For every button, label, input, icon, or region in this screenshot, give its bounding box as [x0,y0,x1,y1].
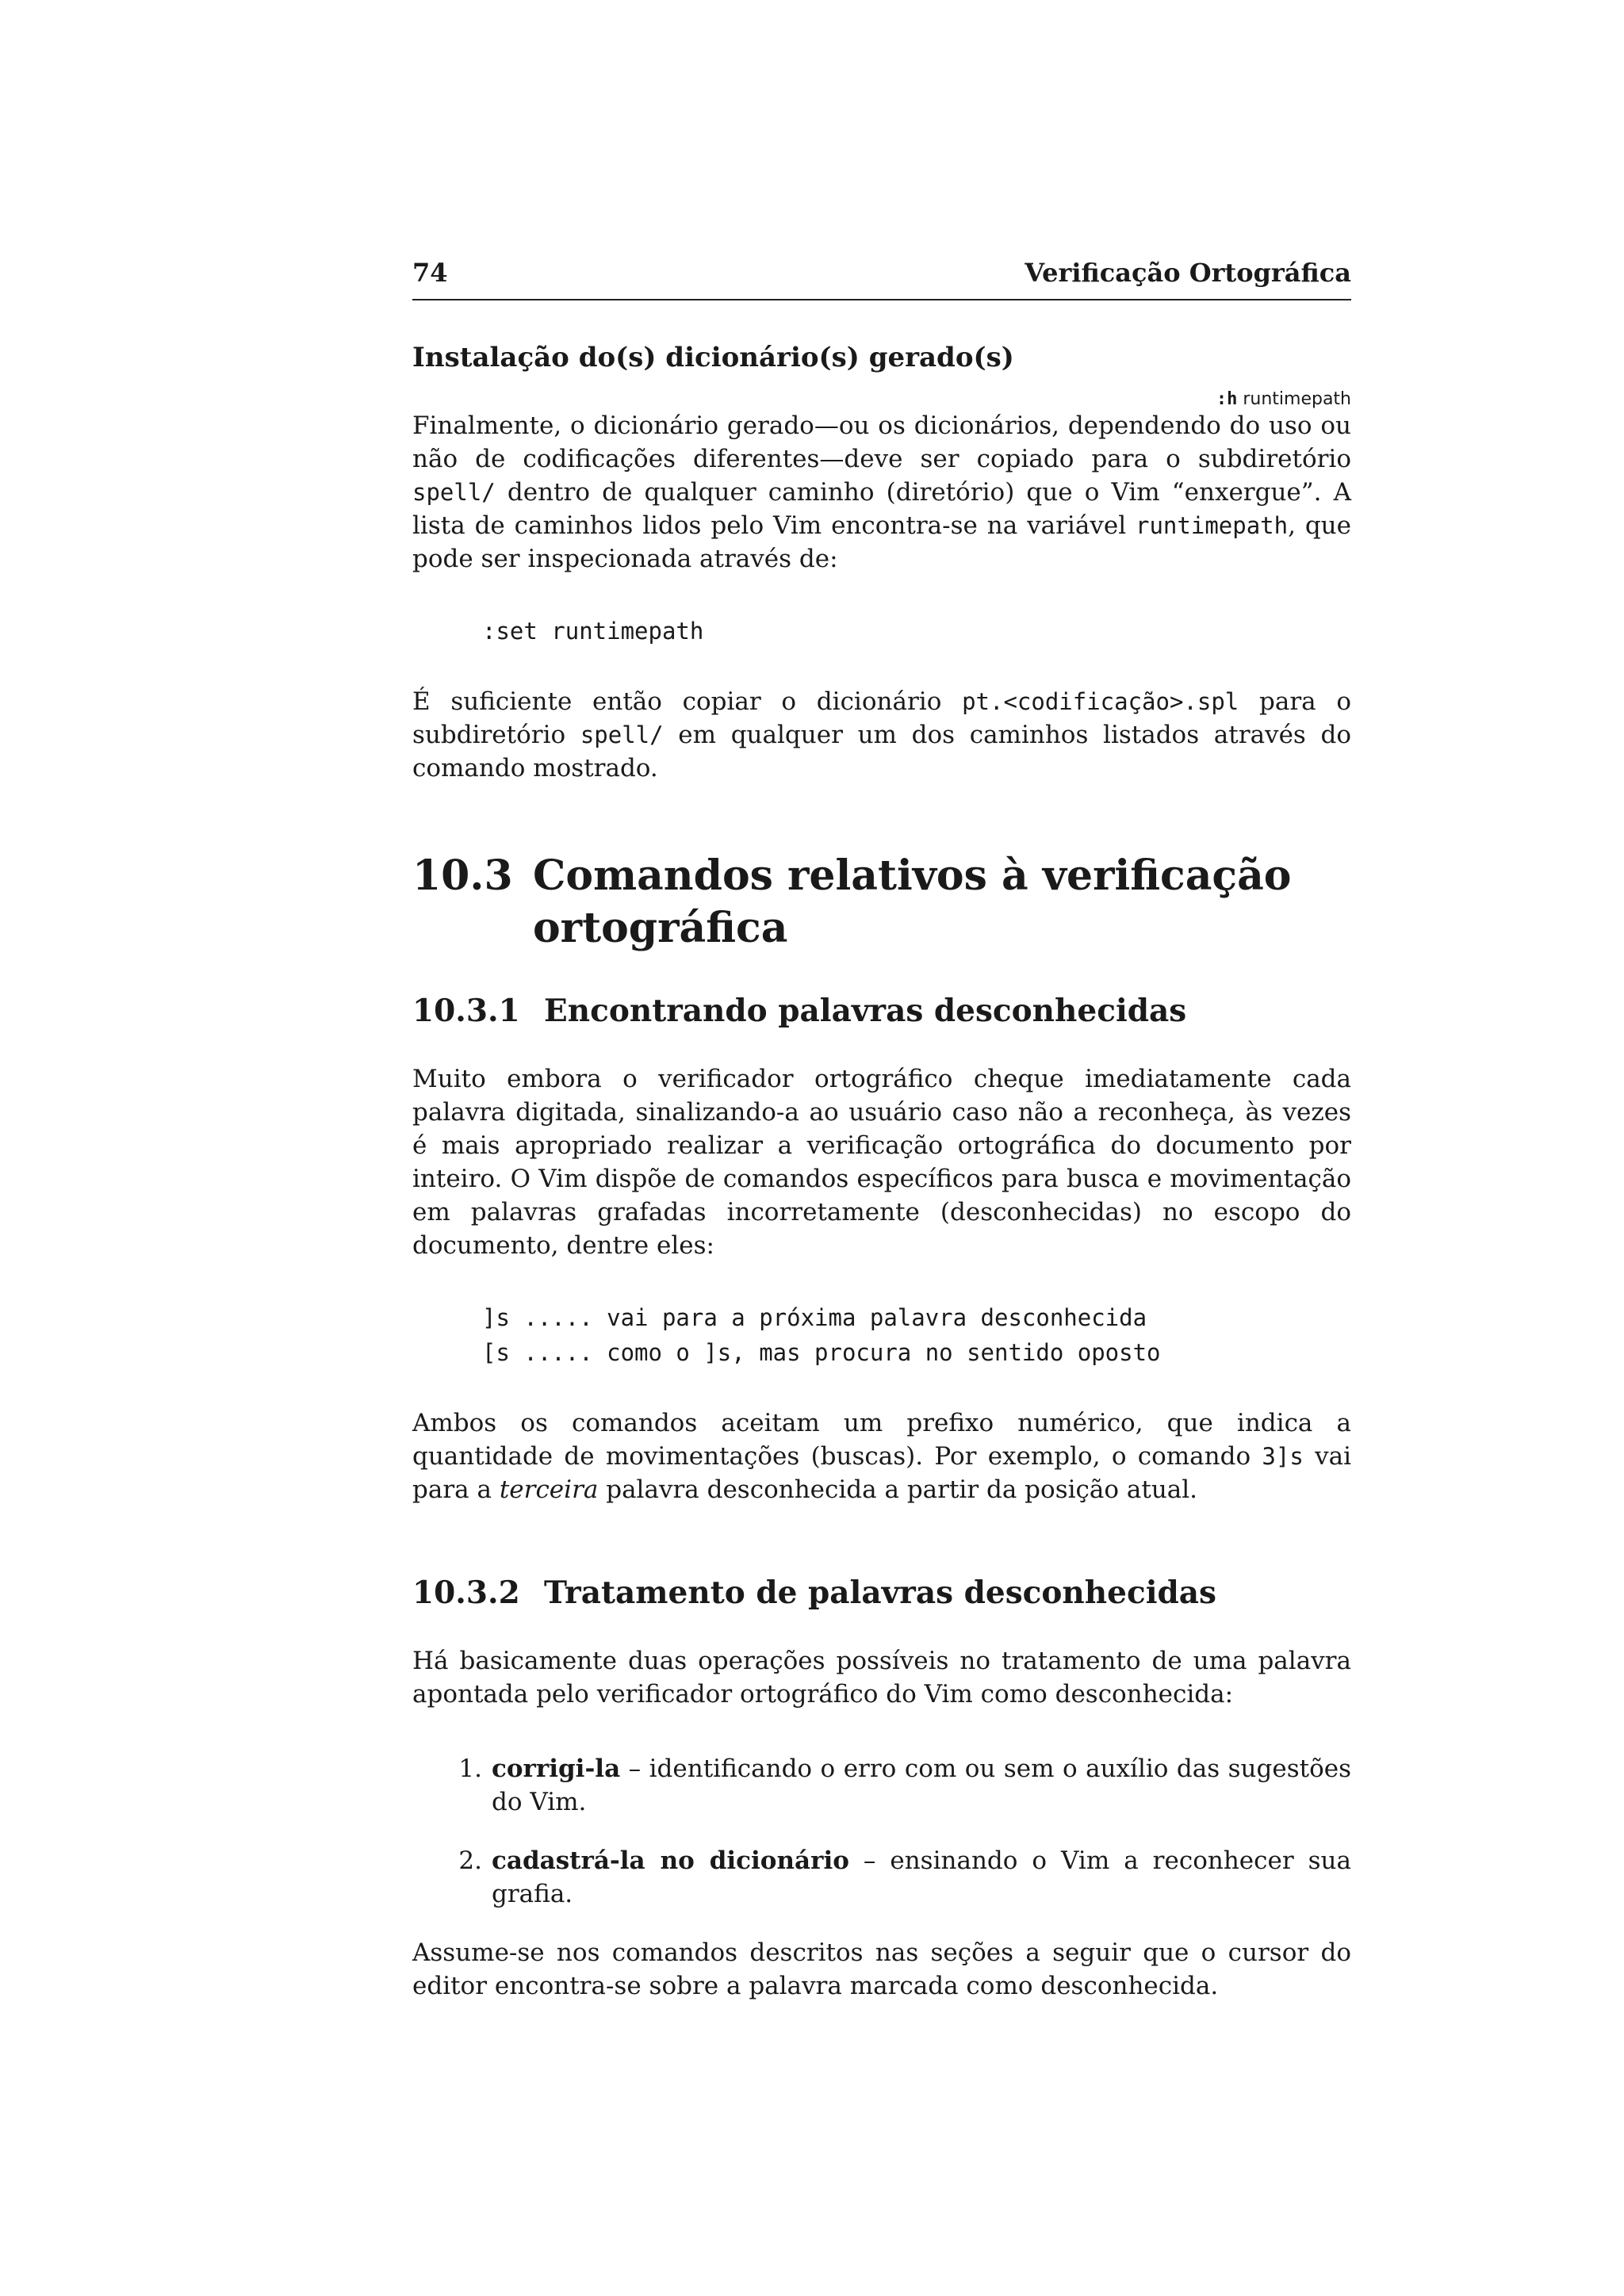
paragraph-copy [412,685,1351,785]
list-text [492,1844,1351,1911]
text-run: em qualquer um dos caminhos listados através do comando mostrado. [412,721,1352,783]
section-title: Comandos relativos à verificação ortográfica [533,851,1292,952]
text-run: dentro de qualquer caminho (diretório) que o Vim “enxergue”. A lista de caminhos lidos pelo Vim encontra-se na variável [412,478,1351,540]
subsection-number: 10.3.1 [412,993,520,1029]
help-topic: runtimepath [1243,389,1351,409]
inline-code: spell/ [412,479,496,506]
install-heading: Instalação do(s) dicionário(s) gerado(s) [412,342,1014,373]
text-run: para o subdiretório [412,687,1352,749]
inline-code: 3]s [1262,1443,1304,1470]
list-item [412,1844,1351,1911]
text-run: Finalmente, o dicionário gerado—ou os dicionários, dependendo do uso ou não de codificações diferentes—deve ser copiado para o subdiretório [412,411,1351,473]
paragraph-finding: Muito embora o verificador ortográfico cheque imediatamente cada palavra digitada, sinalizando-a ao usuário caso não a reconheça, às vezes é mais apropriado realizar a verificação ortográfica do documento por inteiro. O Vim dispõe de comandos específicos para busca e movimentação em palavras grafadas incorretamente (desconhecidas) no escopo do documento, dentre eles: [412,1065,1351,1260]
section-heading [412,850,1351,955]
paragraph-prefix [412,1406,1351,1506]
running-header [412,258,1351,300]
subsection-title: Encontrando palavras desconhecidas [544,993,1187,1029]
text-run: , que pode ser inspecionada através de: [412,511,1351,573]
text-run: Ambos os comandos aceitam um prefixo numérico, que indica a quantidade de movimentações (buscas). Por exemplo, o comando [412,1409,1351,1471]
subsection-heading-1 [412,993,1351,1029]
inline-code: spell/ [580,721,664,748]
list-item [412,1752,1351,1819]
list-text [492,1752,1351,1819]
code-block-commands [412,1300,1351,1370]
code-line: [s ..... como o ]s, mas procura no sentido oposto [482,1339,1161,1366]
list-desc: – ensinando o Vim a reconhecer sua grafia. [492,1846,1351,1908]
list-term: cadastrá-la no dicionário [492,1846,849,1875]
text-run: É suficiente então copiar o dicionário [412,687,963,716]
code-block-set-runtimepath: :set runtimepath [482,618,704,645]
subsection-title: Tratamento de palavras desconhecidas [544,1575,1217,1611]
chapter-title: Verificação Ortográfica [1025,258,1351,288]
text-run: vai para a [412,1442,1351,1504]
help-reference [412,389,1351,409]
list-number: 1. [458,1755,482,1783]
operations-list [412,1752,1351,1911]
list-desc: – identificando o erro com ou sem o auxílio das sugestões do Vim. [492,1755,1351,1816]
code-line: ]s ..... vai para a próxima palavra desconhecida [482,1304,1147,1331]
subsection-heading-2 [412,1575,1351,1611]
document-page [412,258,1351,2003]
list-term: corrigi-la [492,1755,621,1783]
paragraph-cursor: Assume-se nos comandos descritos nas seções a seguir que o cursor do editor encontra-se sobre a palavra marcada como desconhecida. [412,1938,1351,2000]
inline-code: pt.<codificação>.spl [962,688,1239,715]
emphasis: terceira [499,1475,599,1504]
inline-code: runtimepath [1136,512,1289,539]
list-number: 2. [458,1846,482,1875]
subsection-number: 10.3.2 [412,1575,520,1611]
help-command: :h [1216,389,1238,409]
text-run: palavra desconhecida a partir da posição atual. [598,1475,1198,1504]
section-number: 10.3 [412,851,513,900]
page-number: 74 [412,258,448,288]
paragraph-treatment: Há basicamente duas operações possíveis no tratamento de uma palavra apontada pelo verificador ortográfico do Vim como desconhecida: [412,1647,1351,1709]
paragraph-install [412,409,1351,576]
